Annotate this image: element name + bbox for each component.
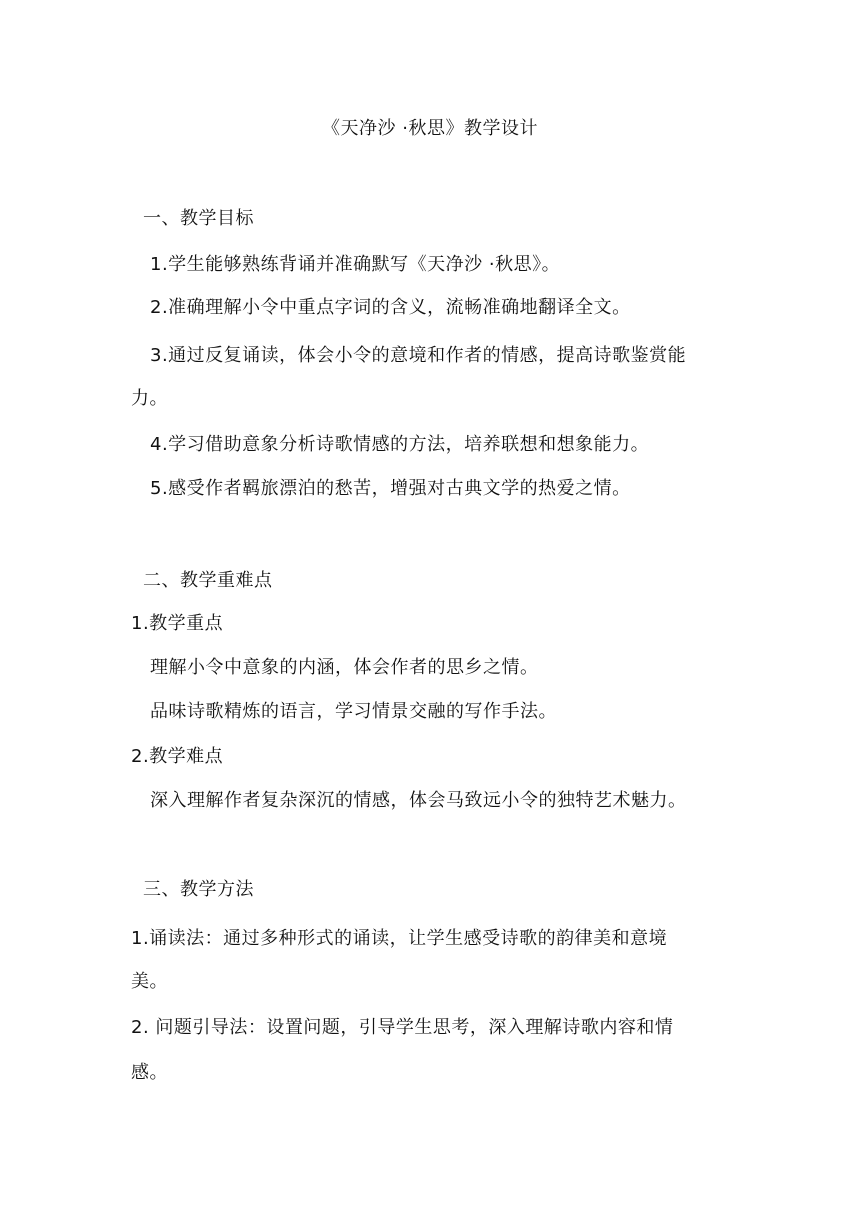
subheading-difficulty: 2.教学难点 (131, 746, 224, 767)
objective-item-3-cont: 力。 (131, 388, 168, 409)
document-title: 《天净沙 ·秋思》教学设计 (322, 118, 538, 139)
method-item-1-cont: 美。 (131, 971, 168, 992)
objective-item-1: 1.学生能够熟练背诵并准确默写《天净沙 ·秋思》。 (150, 254, 561, 275)
focus-item-1: 理解小令中意象的内涵，体会作者的思乡之情。 (150, 657, 539, 678)
focus-item-2: 品味诗歌精炼的语言，学习情景交融的写作手法。 (150, 701, 557, 722)
method-item-1: 1.诵读法：通过多种形式的诵读，让学生感受诗歌的韵律美和意境 (131, 928, 668, 949)
subheading-focus: 1.教学重点 (131, 613, 224, 634)
objective-item-2: 2.准确理解小令中重点字词的含义，流畅准确地翻译全文。 (150, 297, 631, 318)
objective-item-5: 5.感受作者羁旅漂泊的愁苦，增强对古典文学的热爱之情。 (150, 478, 631, 499)
section-heading-objectives: 一、教学目标 (143, 208, 254, 229)
objective-item-3: 3.通过反复诵读，体会小令的意境和作者的情感，提高诗歌鉴赏能 (150, 345, 687, 366)
section-heading-methods: 三、教学方法 (143, 879, 254, 900)
method-item-2-cont: 感。 (131, 1062, 168, 1083)
difficulty-item-1: 深入理解作者复杂深沉的情感，体会马致远小令的独特艺术魅力。 (150, 790, 687, 811)
section-heading-key-points: 二、教学重难点 (143, 570, 273, 591)
objective-item-4: 4.学习借助意象分析诗歌情感的方法，培养联想和想象能力。 (150, 434, 650, 455)
method-item-2: 2. 问题引导法：设置问题，引导学生思考，深入理解诗歌内容和情 (131, 1017, 674, 1038)
